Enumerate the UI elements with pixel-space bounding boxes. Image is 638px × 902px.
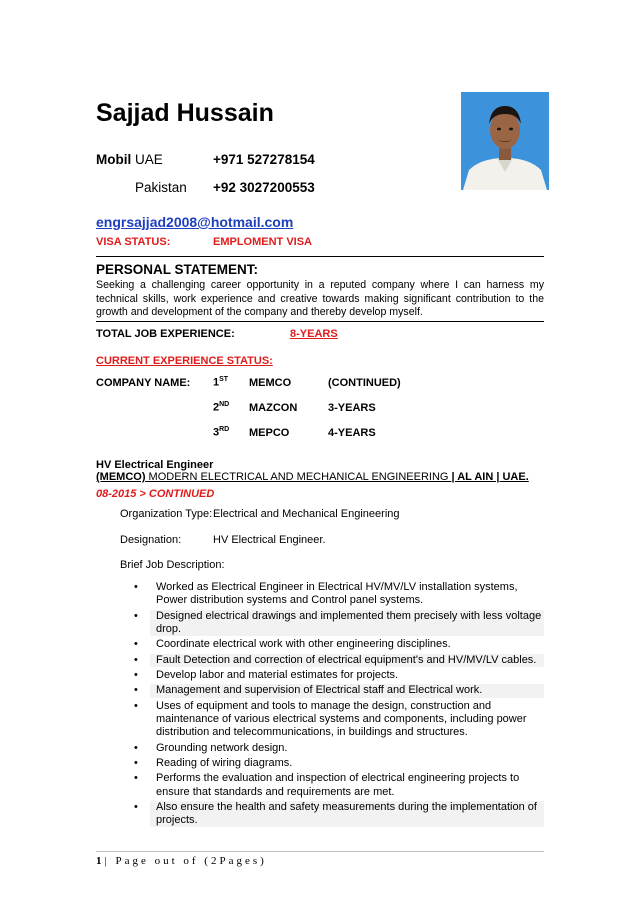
visa-status-label: VISA STATUS: [96,236,171,248]
current-experience-label: CURRENT EXPERIENCE STATUS: [96,355,273,367]
designation-value: HV Electrical Engineer. [213,534,326,546]
job-duties-list [134,581,544,830]
page-footer: 1| Page out of (2Pages) [96,855,267,867]
company-name: MEPCO [249,427,290,439]
job-title: HV Electrical Engineer [96,459,214,471]
portrait-image [461,92,549,190]
personal-statement-title: PERSONAL STATEMENT: [96,262,259,277]
company-ordinal: 1ST [213,376,229,389]
job-period: 08-2015 > CONTINUED [96,488,215,500]
list-item: • Also ensure the health and safety measurements during the implementation of projects. [150,801,544,827]
company-duration: (CONTINUED) [328,377,401,389]
brief-description-label: Brief Job Description: [120,559,225,571]
list-item: • Coordinate electrical work with other engineering disciplines. [134,638,451,651]
company-ordinal: 2ND [213,401,230,414]
list-item: • Fault Detection and correction of electrical equipment's and HV/MV/LV cables. [150,654,544,667]
visa-status-value: EMPLOMENT VISA [213,236,313,248]
bullet-icon: • [134,684,138,697]
list-item: • Management and supervision of Electrical staff and Electrical work. [150,684,544,697]
company-ordinal: 3RD [213,426,230,439]
total-experience-label: TOTAL JOB EXPERIENCE: [96,328,235,340]
company-name: MEMCO [249,377,292,389]
personal-statement-text: Seeking a challenging career opportunity in a reputed company where I can harness my technical skills, work experience and creative towards making significant contribution to the growth and development of the company and thereby develop myself. [96,279,544,319]
list-item: • Grounding network design. [134,741,288,754]
footer-divider [96,851,544,852]
list-item: • Reading of wiring diagrams. [134,756,293,769]
company-name-label: COMPANY NAME: [96,377,191,389]
divider [96,256,544,257]
job-company-line: (MEMCO) MODERN ELECTRICAL AND MECHANICAL ENGINEERING | AL AIN | UAE. [96,471,529,483]
phone-uae-label: Mobil UAE [96,152,163,167]
bullet-icon: • [134,772,138,785]
list-item: • Uses of equipment and tools to manage the design, construction and maintenance of various electrical systems and components, including power distribution and telecommunications, in buildings and structures. [134,699,527,739]
company-duration: 3-YEARS [328,402,376,414]
company-name: MAZCON [249,402,298,414]
org-type-label: Organization Type: [120,508,213,520]
bullet-icon: • [134,668,138,681]
bullet-icon: • [134,741,138,754]
divider [96,321,544,322]
list-item: • Performs the evaluation and inspection of electrical engineering projects to ensure that standards and requirements are met. [134,772,520,798]
designation-label: Designation: [120,534,182,546]
phone-uae-number: +971 527278154 [213,152,315,167]
company-duration: 4-YEARS [328,427,376,439]
bullet-icon: • [134,638,138,651]
bullet-icon: • [134,756,138,769]
list-item: • Worked as Electrical Engineer in Electrical HV/MV/LV installation systems, Power distribution systems and Control panel systems. [134,581,518,607]
email-link[interactable]: engrsajjad2008@hotmail.com [96,214,294,230]
bullet-icon: • [134,581,138,593]
total-experience-value: 8-YEARS [290,328,338,340]
bullet-icon: • [134,609,138,622]
org-type-value: Electrical and Mechanical Engineering [213,508,400,520]
phone-pakistan-label: Pakistan [135,180,187,195]
phone-pakistan-number: +92 3027200553 [213,180,315,195]
bullet-icon: • [134,653,138,666]
bullet-icon: • [134,800,138,813]
bullet-icon: • [134,699,138,712]
list-item: • Develop labor and material estimates for projects. [134,668,399,681]
candidate-name: Sajjad Hussain [96,99,274,127]
profile-photo [461,92,549,190]
list-item: • Designed electrical drawings and implemented them precisely with less voltage drop. [150,610,544,636]
